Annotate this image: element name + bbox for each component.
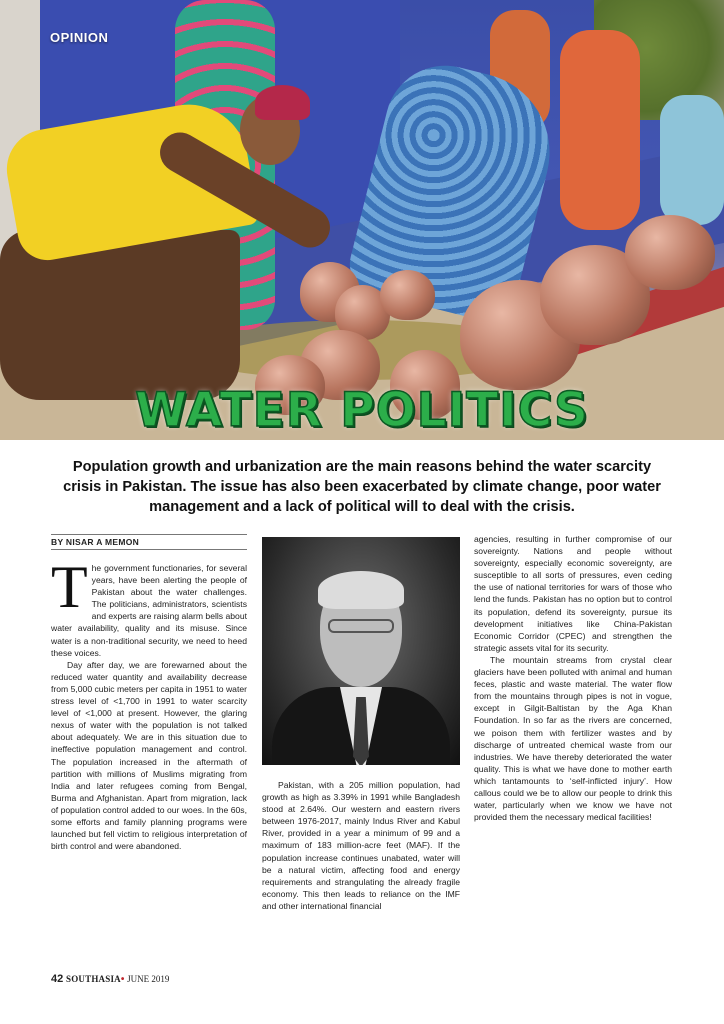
paragraph: The government functionaries, for several years, have been alerting the people of Pakistan about the water challenges. The politicians, administrators, scientists and experts are raising alarm bells about water availability, quality and its misuse. Since water is a non-traditional security, we need to heed these voices. — [51, 554, 247, 658]
body-column-1 — [51, 554, 247, 852]
body-column-2 — [262, 779, 460, 912]
byline: BY NISAR A MEMON — [51, 537, 140, 547]
hero-photo — [0, 0, 724, 440]
page-footer — [51, 973, 169, 985]
standfirst: Population growth and urbanization are the main reasons behind the water scarcity crisis in Pakistan. The issue has also been exacerbated by climate change, poor water management and a lack of political will to deal with the crisis. — [63, 459, 661, 515]
footer-separator: • — [120, 974, 125, 985]
magazine-name: SOUTHASIA — [66, 974, 121, 984]
drop-cap: T — [51, 554, 88, 620]
page-number: 42 — [51, 973, 64, 985]
byline-rule-bottom — [51, 549, 247, 550]
byline-rule-top — [51, 534, 247, 535]
paragraph: Day after day, we are forewarned about the reduced water quantity and availability decrease from 5,000 cubic meters per capita in 1951 to water stress level of <1,700 in 1991 to water scarcity level of <1,000 at present. However, the glaring nexus of water with the population is not talked about adequately. We are in this situation due to ineffective population management and control. The population increased in the aftermath of partition with millions of Muslims migrating from India and later refugees coming from Bengal, Burma and Afghanistan. Apart from migration, lack of population control added to our woes. In the 60s, some efforts and family planning programs were launched but fell victim to religious interpretation of birth control and were abandoned. — [51, 659, 247, 852]
paragraph: Pakistan, with a 205 million population, had growth as high as 3.39% in 1991 while Bangladesh stood at 2.64%. Our western and eastern rivers between 1976-2017, mainly Indus River and Kabul River, provided in a year a minimum of 99 and a maximum of 183 million-acre feet (MAF). If the population increase continues unabated, water will be a natural victim, affecting food and energy requirements and strangulating the already fragile economy. This then leads to reliance on the IMF and other international financial — [262, 780, 460, 911]
article-headline: WATER POLITICS — [135, 383, 589, 438]
paragraph: agencies, resulting in further compromise of our sovereignty. Nations and people without sovereignty, especially economic sovereignty, are susceptible to all sorts of pressures, even ceding the use of national territories for wars of those who lend the funds. Pakistan has no option but to control its population, defend its sovereignty, pursue its development initiatives like China-Pakistan Economic Corridor (CPEC) and strengthen the strategic assets vital for its security. — [474, 534, 672, 653]
paragraph: The mountain streams from crystal clear glaciers have been polluted with animal and human feces, plastic and waste material. The water flow from the mountains through pipes is not in vogue, except in Gilgit-Baltistan by the Aga Khan Foundation. In so far as the rivers are concerned, we poison them with fertilizer wastes and by discharge of untreated chemical waste from our industries. We have thereby deteriorated the water quality. This is what we have done to mother earth which tantamounts to ‘self-inflicted injury’. How callous could we be to allow our people to drink this water, particularly when we know we have not provided them the necessary medical facilities! — [474, 654, 672, 823]
author-portrait — [262, 537, 460, 765]
body-column-3 — [474, 533, 672, 823]
issue-date: JUNE 2019 — [127, 974, 170, 984]
section-tag: OPINION — [50, 30, 109, 45]
